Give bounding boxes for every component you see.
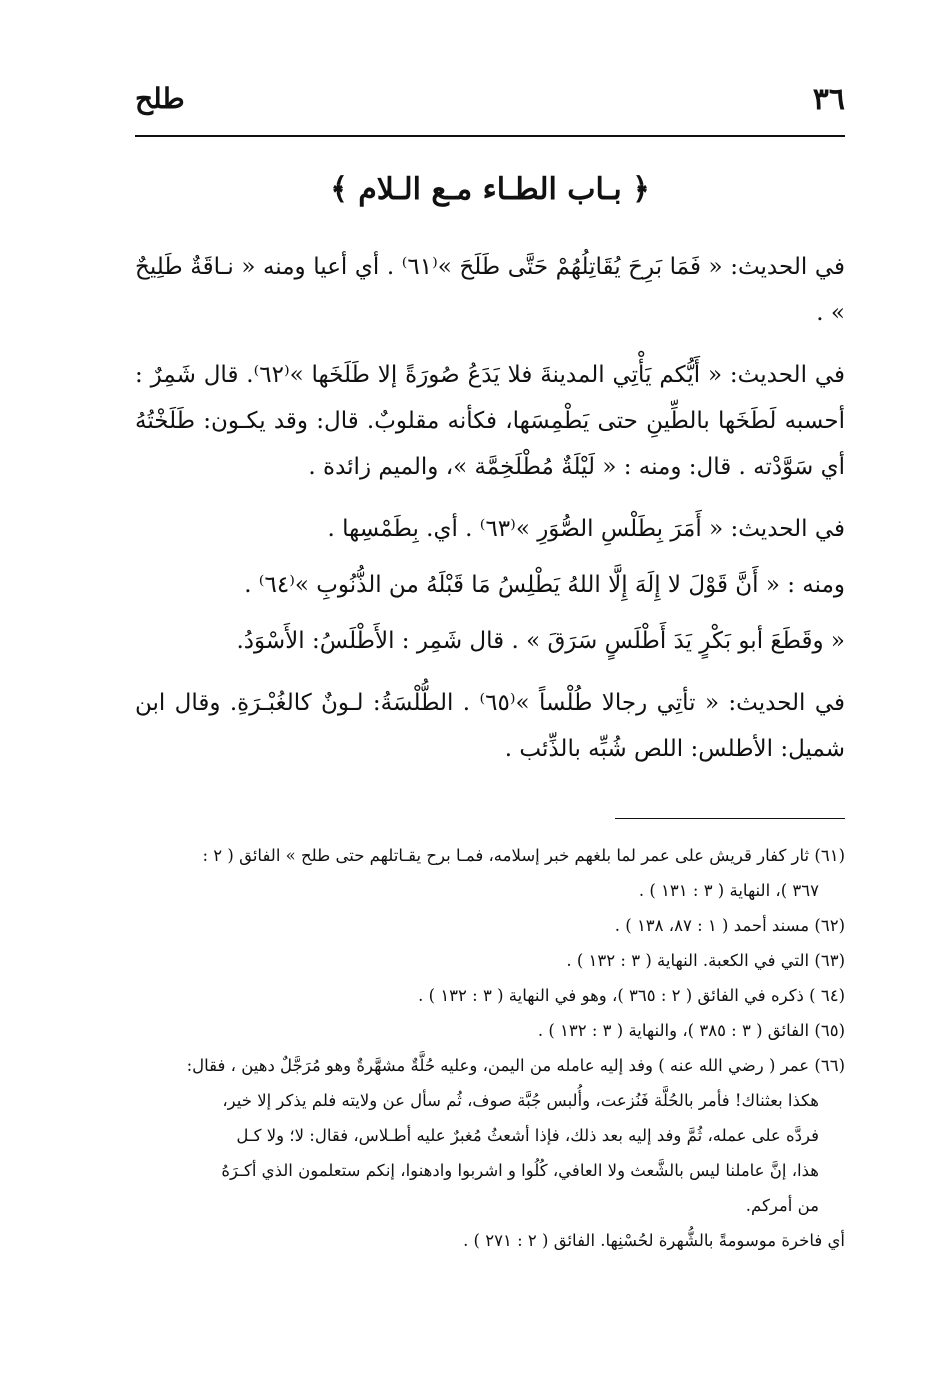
footnote-continuation: من أمركم. xyxy=(745,1196,819,1215)
paragraph: في الحديث: « أَيُّكم يَأْتِي المدينةَ فلا يَدَعُ صُورَةً إلا طَلَخَها »⁽٦٢⁾. قال شَمِرٌ : أحسبه لَطَخَها بالطِّينِ حتى يَطْمِسَها، فكأنه مقلوبٌ. قال: وقد يكـون: طَلَخْتُهُ أي سَوَّدْته . قال: ومنه : « لَيْلَةٌ مُطْلَخِمَّة »، والميم زائدة . xyxy=(135,362,845,480)
page-number: ٣٦ xyxy=(812,82,845,117)
main-text xyxy=(135,244,845,788)
footnote: (٦١) ثار كفار قريش على عمر لما بلغهم خبر إسلامه، فمـا برح يقـاتلهم حتى طلح » الفائق ( ٢ : xyxy=(202,846,845,865)
footnote-continuation: هكذا بعثناك! فأمر بالحُلَّة فَنُزعت، وأُلبس جُبَّة صوف، ثُم سأل عن ولايته فلم يذكر إلا خير، xyxy=(222,1091,819,1110)
paragraph: في الحديث: « تأتِي رجالا طُلْساً »⁽٦٥⁾ . الطُّلْسَةُ: لـونٌ كالغُبْـرَةِ. وقال ابن شميل: الأطلس: اللص شُبِّه بالذِّئب . xyxy=(135,690,845,762)
footnote: (٦٥) الفائق ( ٣ : ٣٨٥ )، والنهاية ( ٣ : ١٣٢ ) . xyxy=(537,1021,845,1040)
footnote-continuation: ٣٦٧ )، النهاية ( ٣ : ١٣١ ) . xyxy=(638,881,819,900)
footnote-continuation: هذا، إنَّ عاملنا ليس بالشَّعث ولا العافي، كُلُوا و اشربوا وادهنوا، إنكم ستعلمون الذي أكـرَهُ xyxy=(221,1161,819,1180)
paragraph: « وقَطَعَ أبو بَكْرٍ يَدَ أَطْلَسٍ سَرَقَ » . قال شَمِر : الأَطْلَسُ: الأَسْوَدُ. xyxy=(236,628,845,654)
footnote-continuation: فردَّه على عمله، ثُمَّ وفد إليه بعد ذلك، فإذا أشعثُ مُغبرٌ عليه أطـلاس، فقال: لا؛ ولا كـل xyxy=(236,1126,819,1145)
footnote: (٦٣) التي في الكعبة. النهاية ( ٣ : ١٣٢ ) . xyxy=(566,951,845,970)
page-header xyxy=(135,78,845,128)
footnote: (٦٤ ) ذكره في الفائق ( ٢ : ٣٦٥ )، وهو في النهاية ( ٣ : ١٣٢ ) . xyxy=(418,986,845,1005)
header-rule xyxy=(135,135,845,137)
footnote-rule xyxy=(615,818,845,819)
footnote: (٦٢) مسند أحمد ( ١ : ٨٧، ١٣٨ ) . xyxy=(614,916,845,935)
paragraph: ومنه : « أَنَّ قَوْلَ لا إِلَهَ إِلَّا اللهُ يَطْلِسُ مَا قَبْلَهُ من الذُّنُوبِ »⁽٦٤⁾ . xyxy=(244,572,845,598)
paragraph: في الحديث: « فَمَا بَرِحَ يُقَاتِلُهُمْ حَتَّى طَلَحَ »⁽٦١⁾ . أي أعيا ومنه « نـاقَةٌ طَلِيحٌ » . xyxy=(135,254,845,326)
footnote: (٦٦) عمر ( رضي الله عنه ) وفد إليه عامله من اليمن، وعليه حُلَّةٌ مشهَّرةٌ وهو مُرَجَّلٌ دهين ، فقال: xyxy=(186,1056,845,1075)
footnote: أي فاخرة موسومةً بالشُّهرة لحُسْنِها. الفائق ( ٢ : ٢٧١ ) . xyxy=(463,1231,845,1250)
footnotes xyxy=(135,840,845,1260)
paragraph: في الحديث: « أَمَرَ بِطَلْسِ الصُّوَرِ »⁽٦٣⁾ . أي. بِطَمْسِها . xyxy=(327,516,845,542)
running-head: طلح xyxy=(135,82,185,115)
chapter-title: ﴿ بـاب الطـاء مـع الـلام ﴾ xyxy=(330,172,650,207)
